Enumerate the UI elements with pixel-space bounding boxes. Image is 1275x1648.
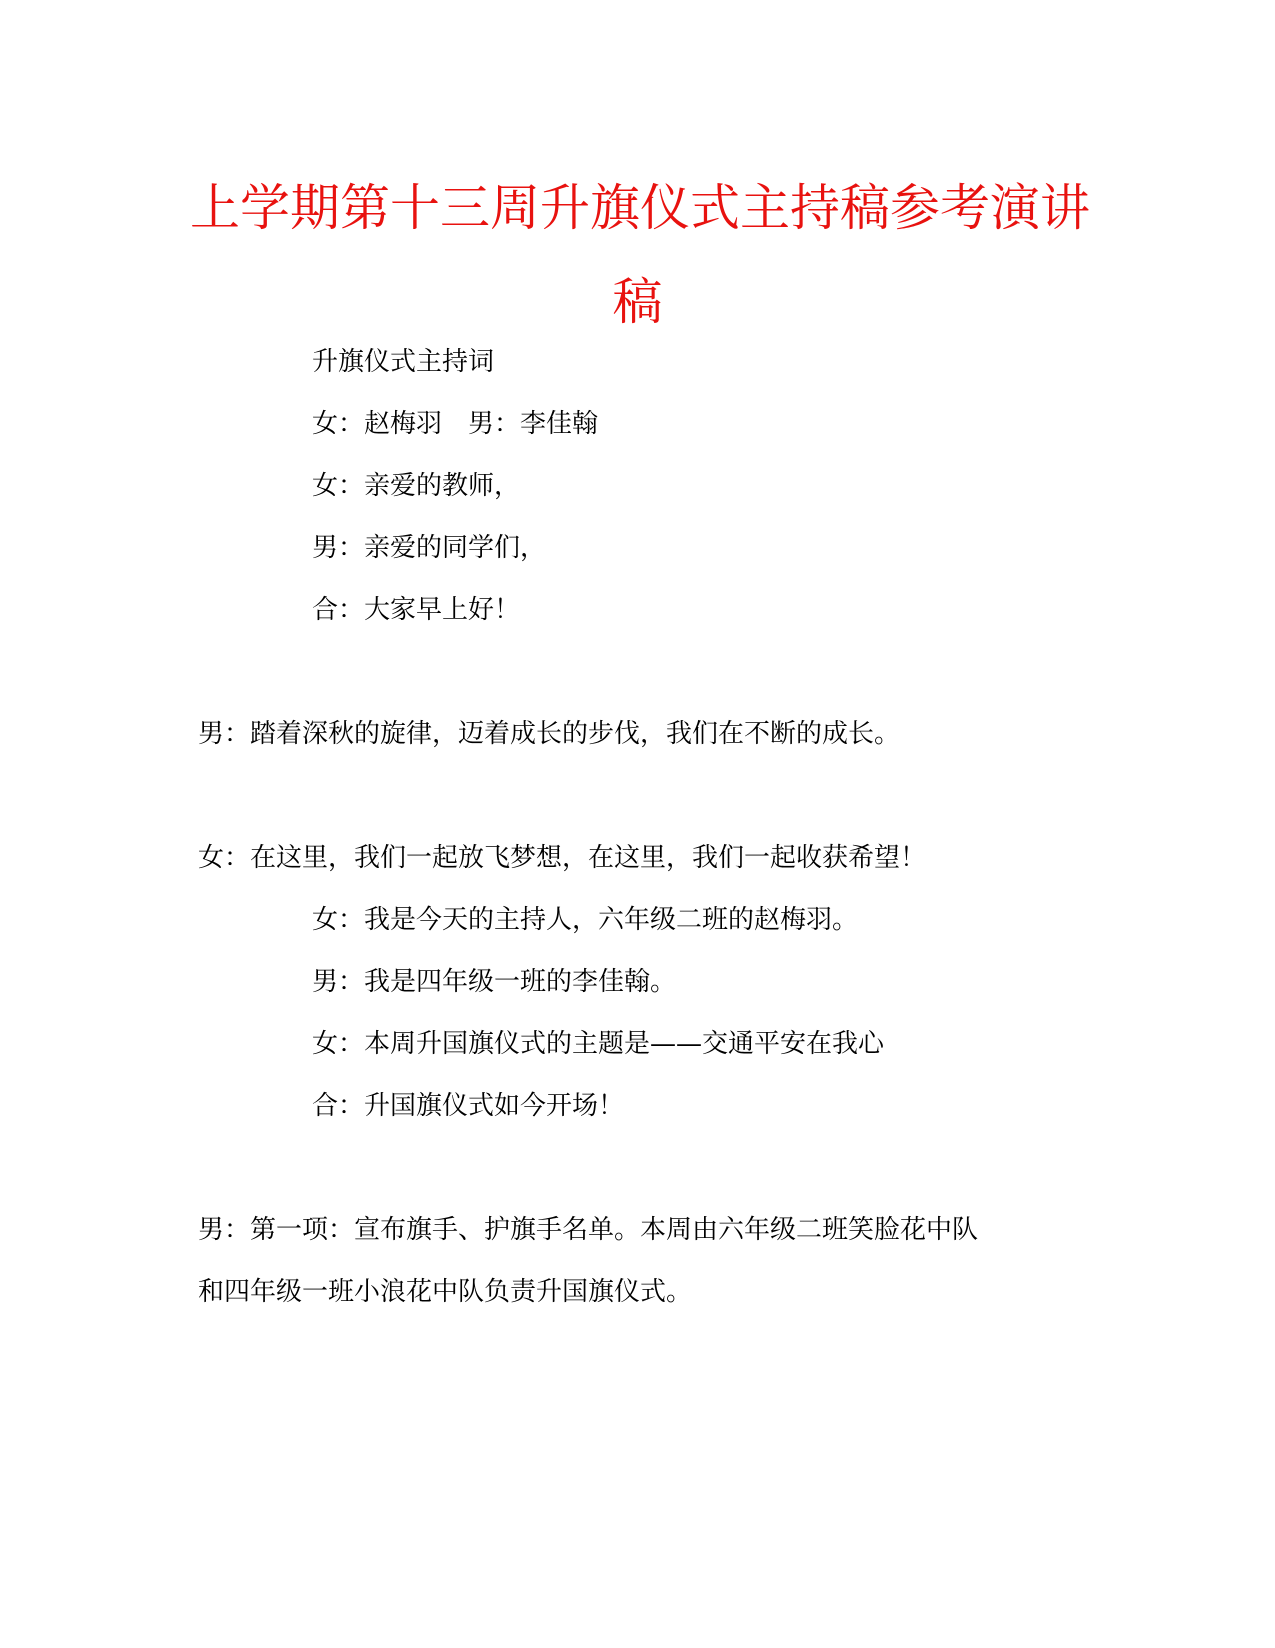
paragraph-theme: 女：本周升国旗仪式的主题是——交通平安在我心 bbox=[312, 1029, 885, 1059]
paragraph-host-female-intro: 女：我是今天的主持人，六年级二班的赵梅羽。 bbox=[312, 905, 859, 935]
paragraph-greeting-teachers: 女：亲爱的教师， bbox=[312, 471, 521, 501]
document-title-line-2: 稿 bbox=[612, 273, 663, 331]
paragraph-item-one-cont: 和四年级一班小浪花中队负责升国旗仪式。 bbox=[198, 1277, 693, 1307]
paragraph-autumn: 男：踏着深秋的旋律，迈着成长的步伐，我们在不断的成长。 bbox=[198, 719, 901, 749]
paragraph-greeting-all: 合：大家早上好！ bbox=[312, 595, 521, 625]
paragraph-item-one: 男：第一项：宣布旗手、护旗手名单。本周由六年级二班笑脸花中队 bbox=[198, 1215, 979, 1245]
paragraph-heading: 升旗仪式主持词 bbox=[312, 347, 495, 377]
paragraph-host-male-intro: 男：我是四年级一班的李佳翰。 bbox=[312, 967, 677, 997]
paragraph-greeting-students: 男：亲爱的同学们， bbox=[312, 533, 547, 563]
document-title-line-1: 上学期第十三周升旗仪式主持稿参考演讲 bbox=[190, 179, 1090, 237]
paragraph-start: 合：升国旗仪式如今开场！ bbox=[312, 1091, 625, 1121]
paragraph-hosts: 女：赵梅羽 男：李佳翰 bbox=[312, 409, 599, 439]
paragraph-dreams: 女：在这里，我们一起放飞梦想，在这里，我们一起收获希望！ bbox=[198, 843, 927, 873]
